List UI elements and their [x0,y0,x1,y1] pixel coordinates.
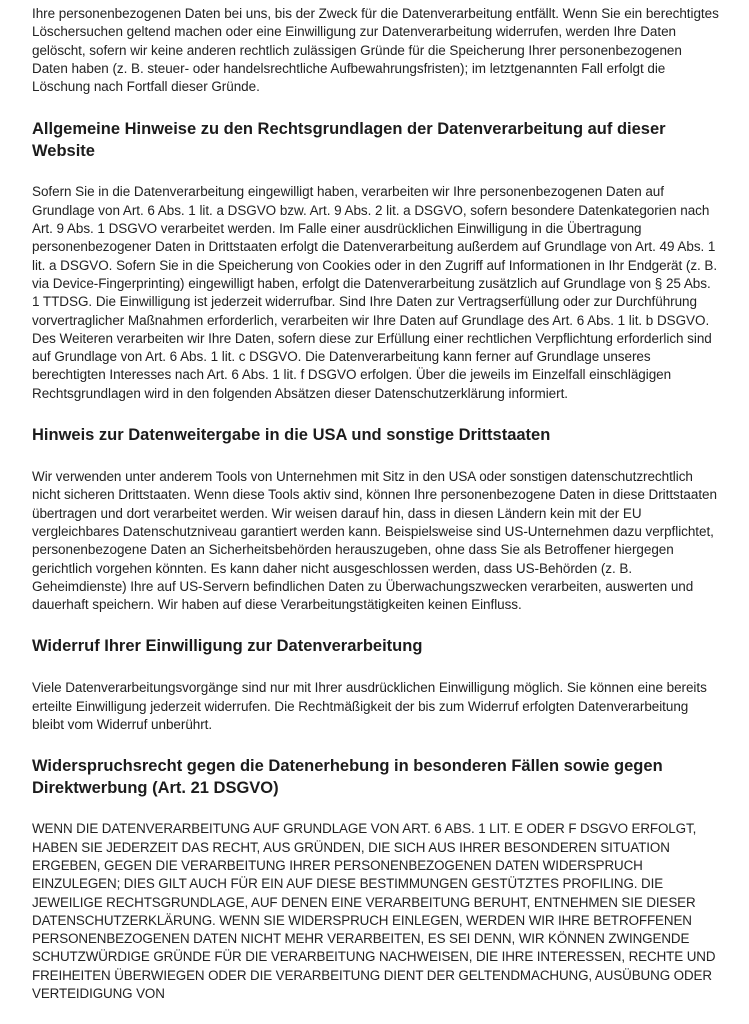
revocation-heading: Widerruf Ihrer Einwilligung zur Datenverarbeitung [32,637,423,656]
revocation-paragraph: Viele Datenverarbeitungsvorgänge sind nur mit Ihrer ausdrücklichen Einwilligung möglich. Sie können eine bereits erteilte Einwilligung jederzeit widerrufen. Die Rechtmäßigkeit der bis zum Widerruf erfolgten Datenverarbeitung bleibt vom Widerruf unberührt. [32,680,707,733]
third-countries-heading: Hinweis zur Datenweitergabe in die USA und sonstige Drittstaaten [32,426,551,445]
objection-paragraph: WENN DIE DATENVERARBEITUNG AUF GRUNDLAGE VON ART. 6 ABS. 1 LIT. E ODER F DSGVO ERFOLGT, HABEN SIE JEDERZEIT DAS RECHT, AUS GRÜNDEN, DIE SICH AUS IHRER BESONDEREN SITUATION ERGEBEN, GEGEN DIE VERARBEITUNG IHRER PERSONENBEZOGENEN DATEN WIDERSPRUCH EINZULEGEN; DIES GILT AUCH FÜR EIN AUF DIESE BESTIMMUNGEN GESTÜTZTES PROFILING. DIE JEWEILIGE RECHTSGRUNDLAGE, AUF DENEN EINE VERARBEITUNG BERUHT, ENTNEHMEN SIE DIESER DATENSCHUTZERKLÄRUNG. WENN SIE WIDERSPRUCH EINLEGEN, WERDEN WIR IHRE BETROFFENEN PERSONENBEZOGENEN DATEN NICHT MEHR VERARBEITEN, ES SEI DENN, WIR KÖNNEN ZWINGENDE SCHUTZWÜRDIGE GRÜNDE FÜR DIE VERARBEITUNG NACHWEISEN, DIE IHRE INTERESSEN, RECHTE UND FREIHEITEN ÜBERWIEGEN ODER DIE VERARBEITUNG DIENT DER GELTENDMACHUNG, AUSÜBUNG ODER VERTEIDIGUNG VON [32,821,716,1001]
legal-basis-heading: Allgemeine Hinweise zu den Rechtsgrundlagen der Datenverarbeitung auf dieser Website [32,120,666,161]
third-countries-paragraph: Wir verwenden unter anderem Tools von Unternehmen mit Sitz in den USA oder sonstigen datenschutzrechtlich nicht sicheren Drittstaaten. Wenn diese Tools aktiv sind, können Ihre personenbezogene Daten in diese Drittstaaten übertragen und dort verarbeitet werden. Wir weisen darauf hin, dass in diesen Ländern kein mit der EU vergleichbares Datenschutzniveau garantiert werden kann. Beispielsweise sind US-Unternehmen dazu verpflichtet, personenbezogene Daten an Sicherheitsbehörden herauszugeben, ohne dass Sie als Betroffener hiergegen gerichtlich vorgehen könnten. Es kann daher nicht ausgeschlossen werden, dass US-Behörden (z. B. Geheimdienste) Ihre auf US-Servern befindlichen Daten zu Überwachungszwecken verarbeiten, auswerten und dauerhaft speichern. Wir haben auf diese Verarbeitungstätigkeiten keinen Einfluss. [32,469,717,613]
intro-paragraph: Ihre personenbezogenen Daten bei uns, bis der Zweck für die Datenverarbeitung entfällt. Wenn Sie ein berechtigtes Löschersuchen geltend machen oder eine Einwilligung zur Datenverarbeitung widerrufen, werden Ihre Daten gelöscht, sofern wir keine anderen rechtlich zulässigen Gründe für die Speicherung Ihrer personenbezogenen Daten haben (z. B. steuer- oder handelsrechtliche Aufbewahrungsfristen); im letztgenannten Fall erfolgt die Löschung nach Fortfall dieser Gründe. [32,6,719,95]
objection-heading: Widerspruchsrecht gegen die Datenerhebung in besonderen Fällen sowie gegen Direktwerbung (Art. 21 DSGVO) [32,757,663,798]
legal-basis-paragraph: Sofern Sie in die Datenverarbeitung eingewilligt haben, verarbeiten wir Ihre personenbezogenen Daten auf Grundlage von Art. 6 Abs. 1 lit. a DSGVO bzw. Art. 9 Abs. 2 lit. a DSGVO, sofern besondere Datenkategorien nach Art. 9 Abs. 1 DSGVO verarbeitet werden. Im Falle einer ausdrücklichen Einwilligung in die Übertragung personenbezogener Daten in Drittstaaten erfolgt die Datenverarbeitung außerdem auf Grundlage von Art. 49 Abs. 1 lit. a DSGVO. Sofern Sie in die Speicherung von Cookies oder in den Zugriff auf Informationen in Ihr Endgerät (z. B. via Device-Fingerprinting) eingewilligt haben, erfolgt die Datenverarbeitung zusätzlich auf Grundlage von § 25 Abs. 1 TTDSG. Die Einwilligung ist jederzeit widerrufbar. Sind Ihre Daten zur Vertragserfüllung oder zur Durchführung vorvertraglicher Maßnahmen erforderlich, verarbeiten wir Ihre Daten auf Grundlage des Art. 6 Abs. 1 lit. b DSGVO. Des Weiteren verarbeiten wir Ihre Daten, sofern diese zur Erfüllung einer rechtlichen Verpflichtung erforderlich sind auf Grundlage von Art. 6 Abs. 1 lit. c DSGVO. Die Datenverarbeitung kann ferner auf Grundlage unseres berechtigten Interesses nach Art. 6 Abs. 1 lit. f DSGVO erfolgen. Über die jeweils im Einzelfall einschlägigen Rechtsgrundlagen wird in den folgenden Absätzen dieser Datenschutzerklärung informiert. [32,184,718,401]
